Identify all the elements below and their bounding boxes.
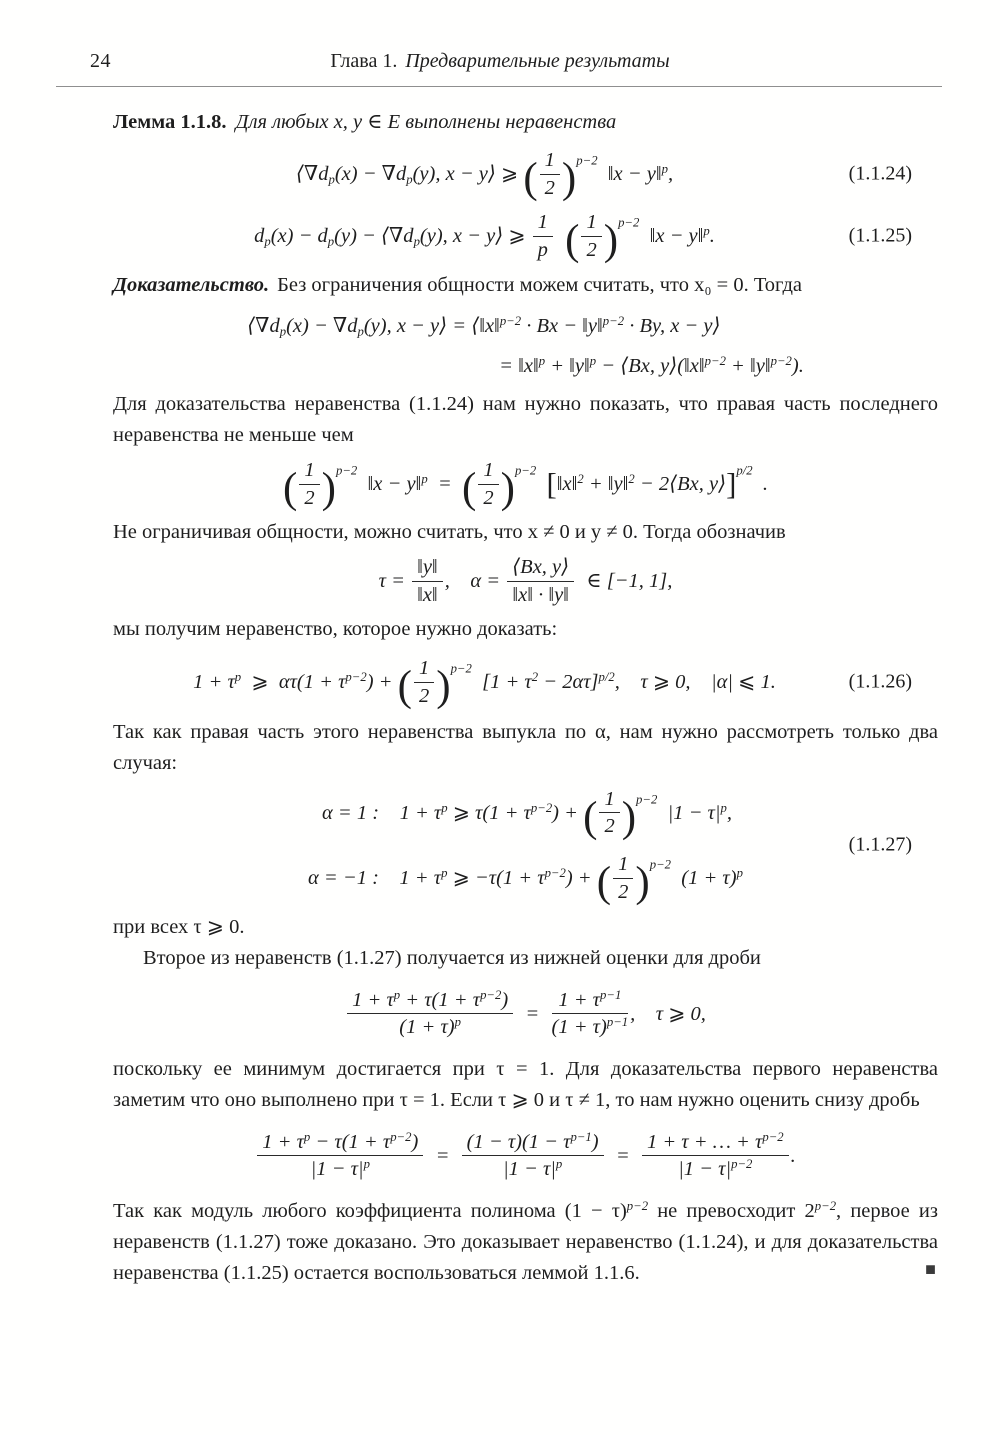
- header-rule: [56, 86, 942, 87]
- qed-marker: ■: [925, 1258, 936, 1279]
- tau-alpha-definition: [113, 552, 938, 610]
- lemma-heading: [113, 106, 938, 138]
- gradient-identity-line-1: [247, 305, 804, 345]
- equation-body: α = 1 : $1 + \tau^p$ ⩾ $\tau(1 + \tau^{p-2})$ + ( $\frac{1}{2}$ )$^{p-2}$ $|1 - \tau|^p$,: [322, 788, 732, 841]
- equation-number-1-1-24: (1.1.24): [848, 162, 912, 185]
- equation-body: = ‖x‖$^p$ + ‖y‖$^p$ − ⟨Bx, y⟩(‖x‖$^{p-2}$ + ‖y‖$^{p-2}$).: [499, 353, 804, 377]
- closing-text-2: не превосходит 2: [648, 1199, 815, 1222]
- page-content: [113, 100, 938, 1289]
- paragraph-for-all-tau: при всех τ ⩾ 0.: [113, 915, 245, 938]
- closing-text-3: , первое из неравенств (1.1.27) тоже доказано. Это доказывает неравенство (1.1.24), и для доказательства неравенства (1.1.25) остается воспользоваться леммой 1.1.6.: [113, 1199, 938, 1284]
- equation-number-1-1-26: (1.1.26): [848, 670, 912, 693]
- paragraph-second-inequality: Второе из неравенств (1.1.27) получается из нижней оценки для дроби: [143, 946, 761, 969]
- equation-body: τ = $\frac{‖y‖}{‖x‖}$ , α = $\frac{⟨Bx, y⟩}{‖x‖ \cdot ‖y‖}$ ∈ [−1, 1],: [378, 556, 673, 606]
- running-head: [0, 50, 1000, 73]
- equation-1-1-27-lines: [308, 787, 743, 907]
- equation-1-1-26: [113, 653, 938, 711]
- equation-body: $⟨\nabla d_p(x) - \nabla d_p(y)$, x − y⟩ ⩾ ( $\frac{1}{2}$ )$^{p-2}$ ‖x − y‖$^p$,: [295, 149, 674, 203]
- equation-body: α = −1 : $1 + \tau^p$ ⩾ $-\tau(1 + \tau^{p-2})$ + ( $\frac{1}{2}$ )$^{p-2}$ $(1 + \tau)^p$: [308, 853, 743, 907]
- gradient-identity-line-2: [499, 345, 804, 385]
- half-power-identity: [113, 455, 938, 513]
- equation-body: $1 + \tau^p$ ⩾ $\alpha\tau(1 + \tau^{p-2})$ + ( $\frac{1}{2}$ )$^{p-2}$ $[1 + \tau^2 - 2\alpha\tau]^{p/2}$, τ ⩾ 0, |α| ⩽ 1.: [193, 657, 776, 711]
- case-alpha-plus-one: [322, 787, 732, 841]
- equation-1-1-25: [113, 206, 938, 266]
- fraction-lower-bound: [113, 1122, 938, 1190]
- equation-body: ( $\frac{1}{2}$ )$^{p-2}$ ‖x − y‖$^p$ = ( $\frac{1}{2}$ )$^{p-2}$ [‖x‖$^2$ + ‖y‖$^2$ − 2⟨Bx, y⟩]$^{p/2}$ .: [283, 459, 768, 513]
- equation-number-1-1-25: (1.1.25): [848, 224, 912, 247]
- equation-body: $⟨\nabla d_p(x) - \nabla d_p(y)$, x − y⟩ = ⟨‖x‖$^{p-2}$ · Bx − ‖y‖$^{p-2}$ · By, x − y⟩: [247, 313, 721, 339]
- closing-text-1: Так как модуль любого коэффициента полинома (1 − τ): [113, 1199, 627, 1222]
- chapter-label: Глава 1.: [330, 50, 398, 72]
- equation-number-1-1-27: (1.1.27): [848, 833, 912, 856]
- proof-label: Доказательство.: [113, 274, 270, 296]
- page-number: 24: [90, 50, 111, 72]
- chapter-title: Предварительные результаты: [405, 50, 670, 72]
- equation-body: $\frac{1 + \tau^p - \tau(1 + \tau^{p-2})}{|1 - \tau|^p}$ = $\frac{(1 - \tau)(1 - \tau^{p-1})}{|1 - \tau|^p}$ = $\frac{1 + \tau + \dots + \tau^{p-2}}{|1 - \tau|^{p-2}}$ .: [255, 1130, 796, 1181]
- equation-1-1-27: [113, 787, 938, 907]
- equation-body: $\frac{1 + \tau^p + \tau(1 + \tau^{p-2})}{(1 + \tau)^p}$ = $\frac{1 + \tau^{p-1}}{(1 + \tau)^{p-1}}$ , τ ⩾ 0,: [345, 988, 706, 1039]
- equation-1-1-24: [113, 146, 938, 202]
- equation-body: $d_p(x) - d_p(y)$ − $⟨\nabla d_p(y)$, x − y⟩ ⩾ $\frac{1}{p}$ ( $\frac{1}{2}$ )$^{p-2}$ ‖x − y‖$^p$.: [254, 211, 715, 265]
- paragraph-minimum: поскольку ее минимум достигается при τ = 1. Для доказательства первого неравенства заметим что оно выполнено при τ = 1. Если τ ⩾ 0 и τ ≠ 1, то нам нужно оценить снизу дробь: [113, 1057, 938, 1111]
- closing-paragraph: [113, 1196, 938, 1289]
- gradient-identity-block: [247, 305, 804, 385]
- fraction-identity: [113, 980, 938, 1048]
- lemma-statement: Для любых x, y ∈ E выполнены неравенства: [235, 111, 617, 133]
- case-alpha-minus-one: [308, 852, 743, 907]
- proof-intro-text: Без ограничения общности можем считать, что x₀ = 0. Тогда: [277, 274, 802, 296]
- paragraph-need-to-show: Для доказательства неравенства (1.1.24) нам нужно показать, что правая часть последнего неравенства не меньше чем: [113, 393, 938, 446]
- page-header: [0, 50, 1000, 80]
- lemma-label: Лемма 1.1.8.: [113, 111, 227, 133]
- inline-exponent: p−2: [814, 1198, 837, 1213]
- paragraph-convexity: Так как правая часть этого неравенства выпукла по α, нам нужно рассмотреть только два случая:: [113, 721, 938, 774]
- paragraph-we-obtain: мы получим неравенство, которое нужно доказать:: [113, 618, 558, 640]
- inline-exponent: p−2: [626, 1198, 649, 1213]
- paragraph-wlog: Не ограничивая общности, можно считать, что x ≠ 0 и y ≠ 0. Тогда обозначив: [113, 521, 786, 543]
- proof-opening-paragraph: [113, 270, 938, 301]
